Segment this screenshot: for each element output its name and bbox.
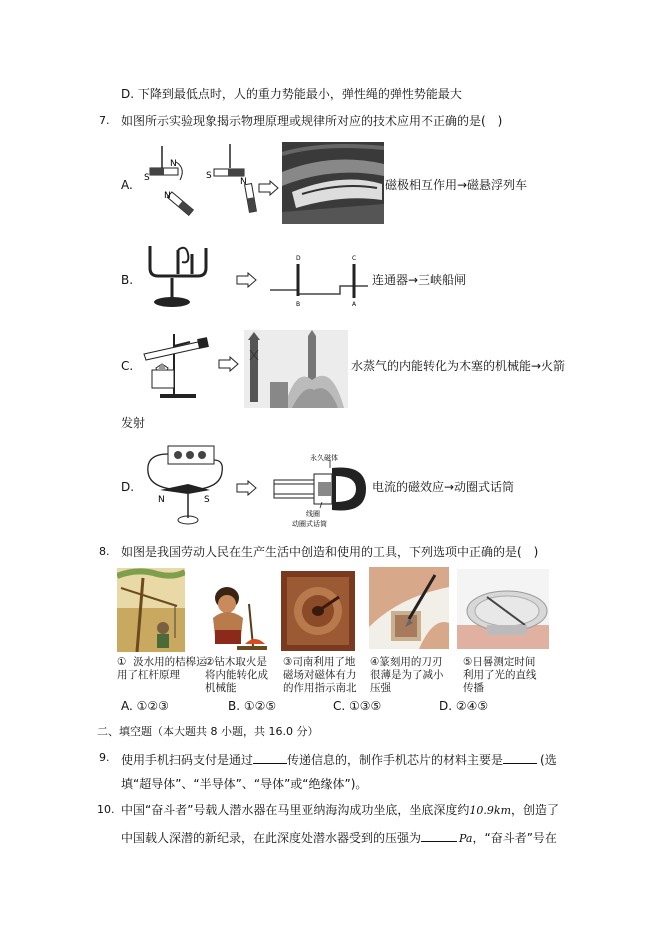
mic-label-magnet: 永久磁体 [310, 454, 338, 462]
rocket-launch-photo [244, 330, 348, 408]
q8-caption-5: ⑤日晷测定时间 利用了光的直线 传播 [463, 656, 537, 694]
q10-line2 [121, 827, 557, 848]
q10-text-a: 中国“奋斗者”号载人潜水器在马里亚纳海沟成功坐底，坐底深度约 [121, 803, 470, 817]
q9-text-a: 使用手机扫码支付是通过 [121, 753, 254, 767]
well-sweep-tool-image [117, 568, 185, 652]
q8-stem: 如图是我国劳动人民在生产生活中创造和使用的工具，下列选项中正确的是( ) [121, 545, 539, 559]
section-heading: 二、填空题（本大题共 8 小题，共 16.0 分） [97, 725, 319, 738]
arrow-right-icon [236, 272, 258, 288]
q8-option-a-text: ①②③ [136, 699, 169, 713]
q6-option-d: D. 下降到最低点时，人的重力势能最小，弹性绳的弹性势能最大 [121, 87, 462, 101]
q9-line2: 填“超导体”、“半导体”、“导体”或“绝缘体”)。 [121, 777, 368, 791]
q8-option-b-letter: B. [228, 699, 241, 713]
q10-text-d: ，“奋斗者”号在 [472, 831, 557, 845]
arrow-right-icon [218, 356, 240, 372]
q7-stem: 如图所示实验现象揭示物理原理或规律所对应的技术应用不正确的是( ) [121, 114, 503, 128]
q10-text-c: 中国载人深潜的新纪录，在此深度处潜水器受到的压强为 [121, 831, 422, 845]
compass-label-s: S [204, 495, 210, 505]
q8-caption-3: ③司南利用了地 磁场对磁体有力 的作用指示南北 [283, 656, 357, 694]
lock-label-d: D [296, 255, 301, 262]
arrow-right-icon [236, 480, 258, 496]
magnet-label-n1: N [170, 159, 177, 169]
q9-blank-1[interactable] [253, 749, 287, 764]
q10-text-b: ，创造了 [511, 803, 560, 817]
q8-caption-1: ① 汲水用的桔槔运 用了杠杆原理 [117, 656, 207, 681]
arrow-right-icon [258, 180, 280, 196]
sinan-compass-image [281, 571, 355, 651]
q8-option-c[interactable] [333, 697, 381, 715]
magnet-label-n2: N [164, 191, 171, 201]
q10-line1 [121, 801, 559, 820]
q8-option-d-letter: D. [439, 699, 453, 713]
q8-caption-2: ②钻木取火是 将内能转化成 机械能 [205, 656, 268, 694]
q8-option-b-text: ①②⑤ [243, 699, 277, 713]
q10-blank-pressure[interactable] [421, 827, 457, 842]
q7-option-d-text: 电流的磁效应→动圈式话筒 [372, 480, 515, 494]
q7-option-d-letter: D. [121, 480, 135, 494]
compass-label-n: N [158, 495, 165, 505]
mic-label-coil: 线圈 [306, 510, 320, 518]
q8-option-a[interactable] [121, 697, 169, 715]
q8-option-c-text: ①③⑤ [349, 699, 382, 713]
lock-label-a: A [352, 301, 357, 308]
current-magnetic-effect-figure [140, 440, 230, 528]
q8-number: 8. [99, 545, 110, 558]
q7-option-a-letter: A. [121, 178, 133, 192]
maglev-train-photo [282, 142, 384, 224]
q7-option-b-text: 连通器→三峡船闸 [372, 273, 467, 287]
q7-option-c-text: 水蒸气的内能转化为木塞的机械能→火箭 [351, 359, 566, 373]
q10-number: 10. [97, 803, 115, 816]
moving-coil-microphone-diagram [270, 446, 370, 532]
q10-depth: 10.9km [469, 804, 512, 817]
q7-option-c-text-cont: 发射 [121, 416, 146, 430]
magnet-label-n3: N [240, 177, 247, 187]
q7-number: 7. [99, 114, 110, 127]
q8-option-c-letter: C. [333, 699, 346, 713]
sundial-image [457, 569, 549, 649]
q9-blank-2[interactable] [503, 749, 537, 764]
lock-label-b: B [296, 301, 301, 308]
q7-option-c-letter: C. [121, 359, 134, 373]
drill-fire-tool-image [203, 584, 273, 654]
q7-option-b-letter: B. [121, 273, 134, 287]
magnet-label-s1: S [144, 173, 150, 183]
q8-caption-4: ④篆刻用的刀刃 很薄是为了减小 压强 [370, 656, 444, 694]
steam-tube-experiment-figure [140, 328, 212, 400]
q9-line1 [121, 749, 557, 769]
q8-option-d[interactable] [439, 697, 488, 715]
magnet-label-s2: S [206, 171, 212, 181]
q8-option-a-letter: A. [121, 699, 133, 713]
mic-label-name: 动圈式话筒 [292, 520, 327, 528]
q10-unit: Pa [459, 832, 473, 845]
q7-option-a-text: 磁极相互作用→磁悬浮列车 [385, 178, 528, 192]
lock-label-c: C [352, 255, 357, 262]
q8-option-d-text: ②④⑤ [455, 699, 489, 713]
connected-vessel-figure [142, 240, 220, 310]
q9-text-c: (选 [540, 753, 557, 767]
q9-text-b: 传递信息的，制作手机芯片的材料主要是 [287, 753, 504, 767]
q8-option-b[interactable] [228, 697, 276, 715]
ship-lock-diagram [268, 250, 372, 308]
seal-carving-knife-image [369, 567, 449, 649]
q9-number: 9. [99, 751, 110, 764]
